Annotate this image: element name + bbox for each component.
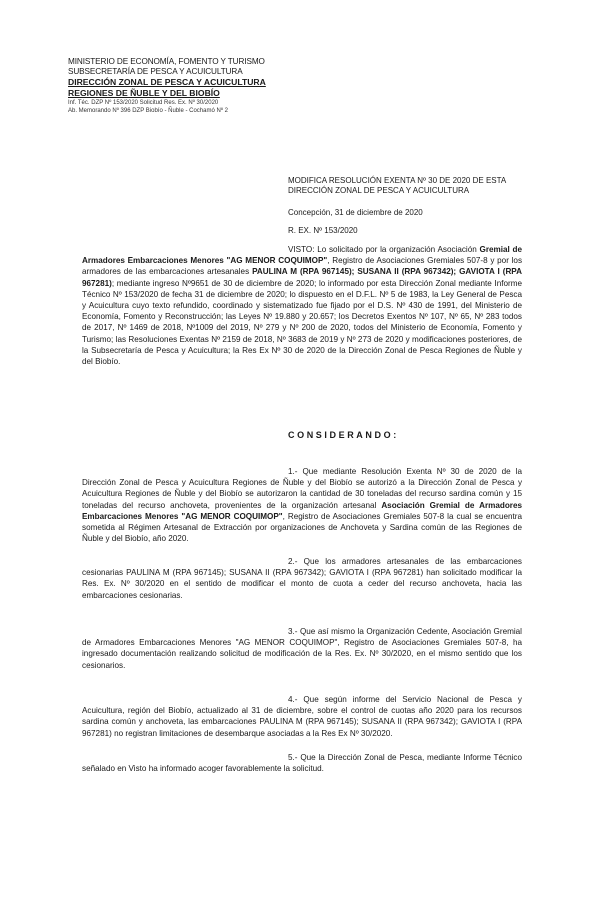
visto-intro: VISTO: Lo solicitado por la organización Asociación: [288, 245, 477, 254]
c1-text-b: Dirección Zonal de Pesca y Acuicultura Regiones de Ñuble y del Biobío se autorizaron la cantidad de 30 toneladas del recurso sardina común y 15 toneladas del recurso anchoveta, provenientes de la organización artesanal: [82, 478, 523, 510]
directorate-name: DIRECCIÓN ZONAL DE PESCA Y ACUICULTURA: [68, 77, 266, 87]
considerando-2: 2.- Que los armadores artesanales de las embarcaciones cesionarias PAULINA M (RPA 967145); SUSANA II (RPA 967342); GAVIOTA I (RPA 967281) han solicitado modificar la Res. Ex. Nº 30/2020 en el sentido de modificar el monto de cuota a ceder del recurso anchoveta, hacia las embarcaciones cesionarias.: [82, 557, 522, 600]
c1-text-a: 1.- Que mediante Resolución Exenta Nº 30 de 2020 de la Dirección Zonal de Pesca y Acuicultura Regiones de Ñuble y del Biobío se autorizó a la: [82, 467, 522, 488]
place-date: Concepción, 31 de diciembre de 2020: [288, 208, 423, 217]
visto-text-1: , Registro de Asociaciones Gremiales 507-8 y por los armadores de las embarcaciones artesanales: [82, 256, 523, 277]
letterhead: [68, 57, 308, 115]
considerando-5: 5.- Que la Dirección Zonal de Pesca, mediante Informe Técnico señalado en Visto ha informado acoger favorablemente la solicitud.: [82, 753, 522, 774]
ministry-name: MINISTERIO DE ECONOMÍA, FOMENTO Y TURISMO: [68, 57, 265, 66]
header-reference-1: Inf. Téc. DZP Nº 153/2020 Solicitud Res. Ex. Nº 30/2020: [68, 100, 219, 106]
c1-org-name: Asociación Gremial de Armadores Embarcaciones Menores "AG MENOR COQUIMOP": [82, 500, 522, 521]
visto-text-2: ; mediante ingreso Nº9651 de 30 de diciembre de 2020; lo informado por esta Dirección Zonal mediante Informe Técnico Nº 153/2020 de fecha 31 de diciembre de 2020; lo dispuesto en el D.F.L. Nº 5 de 1983, la Ley General de Pesca y Acuicultura cuyo texto refundido, coordinado y sistematizado fue fijado por el D.S. Nº 430 de 1991, del Ministerio de Economía, Fomento y Reconstrucción; las Leyes Nº 19.880 y 20.657; los Decretos Exentos Nº 107, Nº 65, Nº 283 todos de 2017, Nº 1469 de 2018, Nº1009 del 2019, Nº 279 y Nº 200 de 2020, todos del Ministerio de Economía, Fomento y Turismo; las Resoluciones Exentas Nº 2159 de 2018, Nº 3683 de 2019 y Nº 273 de 2020 y modificaciones posteriores, de la Subsecretaría de Pesca y Acuicultura; la Res Ex Nº 30 de 2020 de la Dirección Zonal de Pesca Regiones de Ñuble y del Biobío.: [82, 278, 522, 367]
visto-org-name: Gremial de Armadores Embarcaciones Menores "AG MENOR COQUIMOP": [82, 245, 522, 266]
resolution-number: R. EX. Nº 153/2020: [288, 226, 358, 235]
subsecretariat-name: SUBSECRETARÍA DE PESCA Y ACUICULTURA: [68, 67, 243, 76]
regions-name: REGIONES DE ÑUBLE Y DEL BIOBÍO: [68, 88, 220, 98]
c1-text-c: , Registro de Asociaciones Gremiales 507-8 la cual se encuentra sometida al Régimen Artesanal de Extracción por organizaciones de Anchoveta y Sardina común de las Regiones de Ñuble y del Biobío, año 2020.: [82, 511, 523, 544]
considerando-4: 4.- Que según informe del Servicio Nacional de Pesca y Acuicultura, región del Biobío, actualizado al 31 de diciembre, sobre el control de cuotas año 2020 para los recursos sardina común y anchoveta, las embarcaciones PAULINA M (RPA 967145); SUSANA II (RPA 967342); GAVIOTA I (RPA 967281) no registran limitaciones de desembarque asociadas a la Res Ex Nº 30/2020.: [82, 695, 522, 738]
considerando-heading: CONSIDERANDO:: [288, 430, 399, 440]
considerando-3: 3.- Que así mismo la Organización Cedente, Asociación Gremial de Armadores Embarcaciones Menores "AG MENOR COQUIMOP", Registro de Asociaciones Gremiales 507-8, ha ingresado documentación realizando solicitud de modificación de la Res. Ex. Nº 30/2020, en el mismo sentido que los cesionarios.: [82, 627, 522, 670]
resolution-subject: MODIFICA RESOLUCIÓN EXENTA Nº 30 DE 2020 DE ESTA DIRECCIÓN ZONAL DE PESCA Y ACUICULTURA: [288, 176, 506, 195]
visto-vessels: PAULINA M (RPA 967145); SUSANA II (RPA 967342); GAVIOTA I (RPA 967281): [82, 267, 522, 288]
header-reference-2: Ab. Memorando Nº 396 DZP Biobío - Ñuble - Cochamó Nº 2: [68, 108, 229, 114]
considerando-1: [82, 466, 522, 544]
visto-paragraph: [82, 244, 522, 367]
